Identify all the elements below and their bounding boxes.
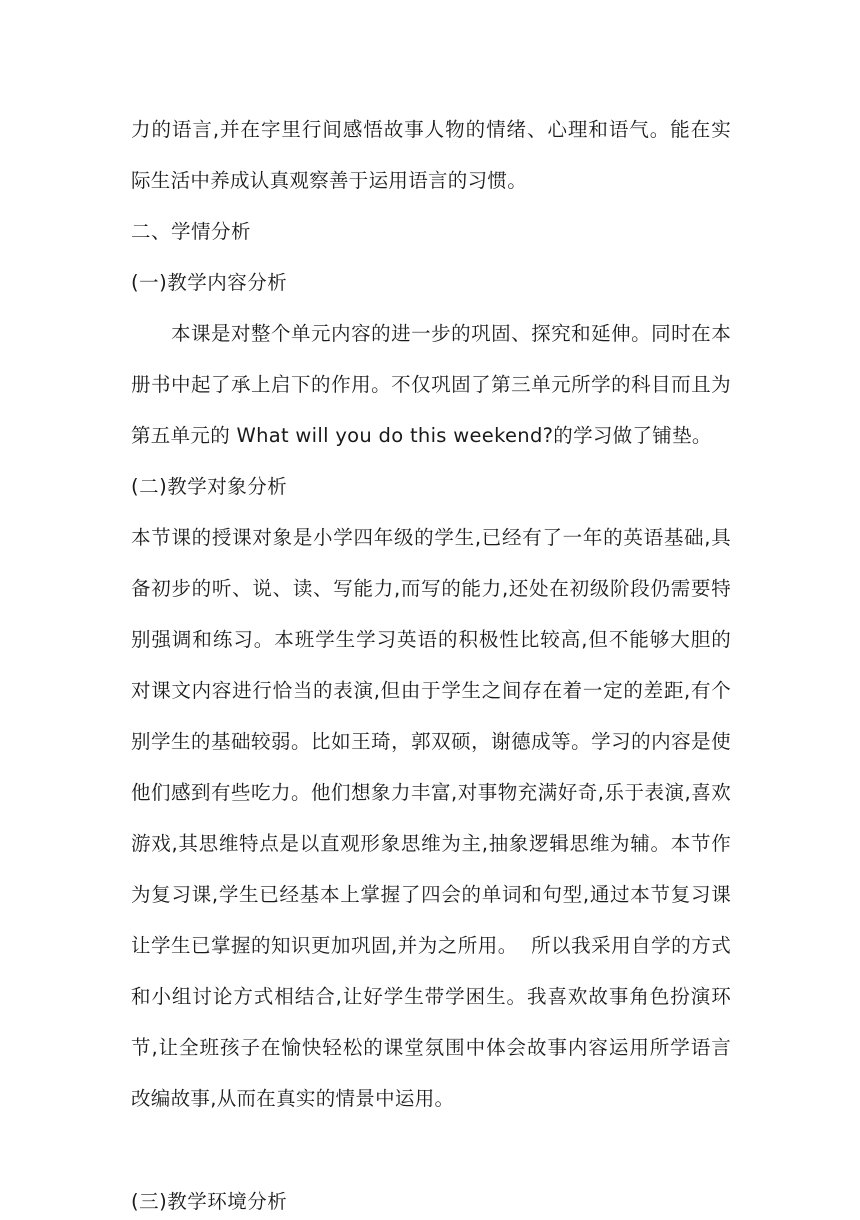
subsection-2-line-3: 别强调和练习。本班学生学习英语的积极性比较高,但不能够大胆的: [131, 628, 731, 651]
subsection-2-line-11: 节,让全班孩子在愉快轻松的课堂氛围中体会故事内容运用所学语言: [131, 1036, 731, 1059]
subsection-3-title: (三)教学环境分析: [131, 1190, 288, 1213]
subsection-2-line-12: 改编故事,从而在真实的情景中运用。: [131, 1087, 455, 1110]
subsection-2-line-2: 备初步的听、说、读、写能力,而写的能力,还处在初级阶段仍需要特: [131, 577, 731, 600]
subsection-2-line-4: 对课文内容进行恰当的表演,但由于学生之间存在着一定的差距,有个: [131, 679, 731, 702]
subsection-2-line-8: 为复习课,学生已经基本上掌握了四会的单词和句型,通过本节复习课: [131, 883, 731, 906]
subsection-2-title: (二)教学对象分析: [131, 475, 288, 498]
subsection-1-title: (一)教学内容分析: [131, 271, 288, 294]
subsection-2-line-9: 让学生已掌握的知识更加巩固,并为之所用。 所以我采用自学的方式: [131, 934, 731, 957]
subsection-2-line-1: 本节课的授课对象是小学四年级的学生,已经有了一年的英语基础,具: [131, 526, 731, 549]
intro-line-1: 力的语言,并在字里行间感悟故事人物的情绪、心理和语气。能在实: [131, 118, 731, 141]
subsection-2-line-10: 和小组讨论方式相结合,让好学生带学困生。我喜欢故事角色扮演环: [131, 985, 731, 1008]
subsection-1-line-2: 册书中起了承上启下的作用。不仅巩固了第三单元所学的科目而且为: [131, 373, 731, 396]
subsection-2-line-6: 他们感到有些吃力。他们想象力丰富,对事物充满好奇,乐于表演,喜欢: [131, 781, 731, 804]
subsection-1-line-3: 第五单元的 What will you do this weekend?的学习做了铺垫。: [131, 424, 712, 447]
intro-line-2: 际生活中养成认真观察善于运用语言的习惯。: [131, 169, 528, 192]
subsection-2-line-7: 游戏,其思维特点是以直观形象思维为主,抽象逻辑思维为辅。本节作: [131, 832, 731, 855]
subsection-2-line-5: 别学生的基础较弱。比如王琦，郭双硕，谢德成等。学习的内容是使: [131, 730, 731, 753]
subsection-1-line-1: 本课是对整个单元内容的进一步的巩固、探究和延伸。同时在本: [171, 322, 731, 345]
document-page: [131, 112, 731, 1220]
section-two-title: 二、学情分析: [131, 220, 252, 243]
